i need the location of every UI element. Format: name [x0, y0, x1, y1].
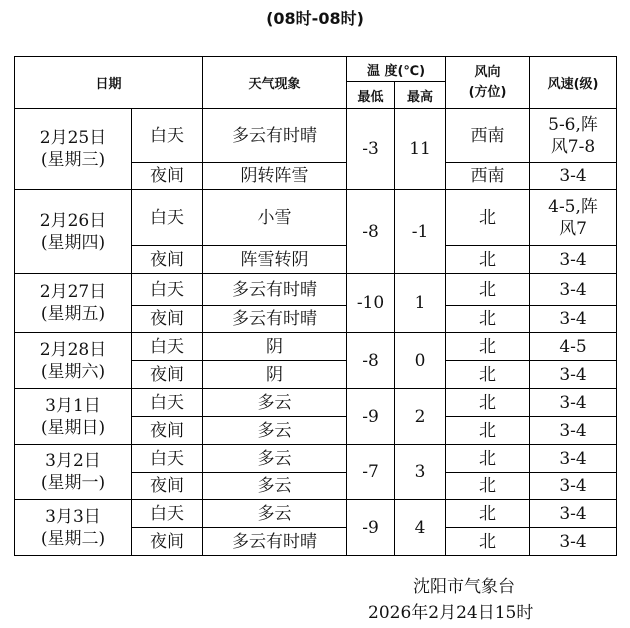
wind-direction-day: 北 [446, 190, 530, 246]
period-day: 白天 [132, 445, 203, 473]
temp-high: 4 [395, 500, 446, 556]
wind-direction-day: 北 [446, 333, 530, 361]
date: 3月3日 [45, 506, 101, 527]
date-cell [15, 445, 132, 500]
date: 2月25日 [39, 128, 107, 148]
wind-speed-night: 3-4 [530, 163, 617, 190]
wind-direction-night: 北 [446, 528, 530, 556]
period-night: 夜间 [132, 528, 203, 556]
date-cell [15, 500, 132, 556]
header-temperature: 温 度(℃) [347, 57, 446, 82]
header-date: 日期 [15, 57, 203, 109]
date-cell [15, 333, 132, 389]
forecast-row-day [15, 389, 617, 417]
date: 2月27日 [39, 282, 107, 302]
forecast-row-day [15, 109, 617, 163]
temp-low: -3 [347, 109, 395, 190]
weekday: (星期二) [40, 528, 106, 549]
wind-speed-day: 3-4 [530, 274, 617, 306]
temp-low: -9 [347, 389, 395, 445]
date: 2月26日 [39, 210, 107, 231]
wind-direction-day: 北 [446, 445, 530, 473]
wind-speed-night: 3-4 [530, 473, 617, 500]
temp-low: -8 [347, 190, 395, 274]
wind-speed-day: 4-5 [530, 333, 617, 361]
date-cell [15, 109, 132, 190]
forecast-row-day [15, 445, 617, 473]
issue-time: 2026年2月24日15时 [368, 603, 534, 623]
forecast-period-subtitle: (08时-08时) [266, 9, 364, 28]
wind-speed-night: 3-4 [530, 528, 617, 556]
date: 2月28日 [39, 339, 107, 360]
header-temp-high: 最高 [395, 82, 446, 109]
weather-day: 多云 [203, 445, 347, 473]
date-cell [15, 389, 132, 445]
wind-direction-day: 北 [446, 389, 530, 417]
weather-day: 阴 [203, 333, 347, 361]
weekday: (星期六) [40, 361, 106, 382]
wind-speed-night: 3-4 [530, 361, 617, 389]
header-wind-direction: 风向 (方位) [446, 57, 530, 109]
temp-high: 1 [395, 274, 446, 333]
temp-low: -9 [347, 500, 395, 556]
date-cell [15, 274, 132, 333]
weather-day: 多云有时晴 [203, 274, 347, 306]
weather-night: 多云有时晴 [203, 528, 347, 556]
period-night: 夜间 [132, 473, 203, 500]
period-night: 夜间 [132, 246, 203, 274]
weather-day: 多云 [203, 500, 347, 528]
header-weather: 天气现象 [203, 57, 347, 109]
weekday: (星期日) [40, 417, 106, 438]
wind-speed-day: 3-4 [530, 500, 617, 528]
header-wind-speed: 风速(级) [530, 57, 617, 109]
period-day: 白天 [132, 333, 203, 361]
temp-high: 0 [395, 333, 446, 389]
weather-day: 多云 [203, 389, 347, 417]
period-day: 白天 [132, 109, 203, 163]
forecast-row-day [15, 190, 617, 246]
period-day: 白天 [132, 190, 203, 246]
forecast-table [14, 56, 617, 556]
wind-direction-day: 北 [446, 274, 530, 306]
forecast-body [15, 109, 617, 556]
temp-low: -10 [347, 274, 395, 333]
weekday: (星期一) [40, 473, 106, 493]
wind-direction-night: 北 [446, 417, 530, 445]
wind-speed-day: 5-6,阵 风7-8 [530, 109, 617, 163]
wind-direction-night: 北 [446, 473, 530, 500]
period-night: 夜间 [132, 163, 203, 190]
weather-night: 多云 [203, 417, 347, 445]
period-day: 白天 [132, 500, 203, 528]
wind-direction-day: 西南 [446, 109, 530, 163]
wind-speed-night: 3-4 [530, 246, 617, 274]
period-night: 夜间 [132, 417, 203, 445]
weather-day: 小雪 [203, 190, 347, 246]
header-temp-low: 最低 [347, 82, 395, 109]
weather-night: 阴 [203, 361, 347, 389]
wind-direction-night: 北 [446, 246, 530, 274]
date: 3月1日 [45, 395, 101, 416]
forecast-row-day [15, 333, 617, 361]
temp-low: -8 [347, 333, 395, 389]
period-night: 夜间 [132, 361, 203, 389]
period-day: 白天 [132, 274, 203, 306]
weather-night: 阵雪转阴 [203, 246, 347, 274]
forecast-row-day [15, 274, 617, 306]
period-night: 夜间 [132, 306, 203, 333]
weekday: (星期四) [40, 232, 106, 253]
weekday: (星期五) [40, 304, 106, 324]
wind-direction-night: 北 [446, 306, 530, 333]
forecast-row-day [15, 500, 617, 528]
temp-high: 11 [395, 109, 446, 190]
wind-direction-day: 北 [446, 500, 530, 528]
date: 3月2日 [45, 451, 101, 471]
date-cell [15, 190, 132, 274]
wind-direction-night: 西南 [446, 163, 530, 190]
period-day: 白天 [132, 389, 203, 417]
wind-speed-night: 3-4 [530, 306, 617, 333]
temp-high: -1 [395, 190, 446, 274]
weather-night: 多云 [203, 473, 347, 500]
wind-speed-day: 4-5,阵 风7 [530, 190, 617, 246]
wind-speed-day: 3-4 [530, 445, 617, 473]
weather-night: 多云有时晴 [203, 306, 347, 333]
issuer: 沈阳市气象台 [413, 577, 515, 597]
weather-night: 阴转阵雪 [203, 163, 347, 190]
wind-speed-night: 3-4 [530, 417, 617, 445]
wind-direction-night: 北 [446, 361, 530, 389]
wind-speed-day: 3-4 [530, 389, 617, 417]
weather-day: 多云有时晴 [203, 109, 347, 163]
weekday: (星期三) [40, 150, 106, 170]
temp-high: 2 [395, 389, 446, 445]
temp-high: 3 [395, 445, 446, 500]
temp-low: -7 [347, 445, 395, 500]
